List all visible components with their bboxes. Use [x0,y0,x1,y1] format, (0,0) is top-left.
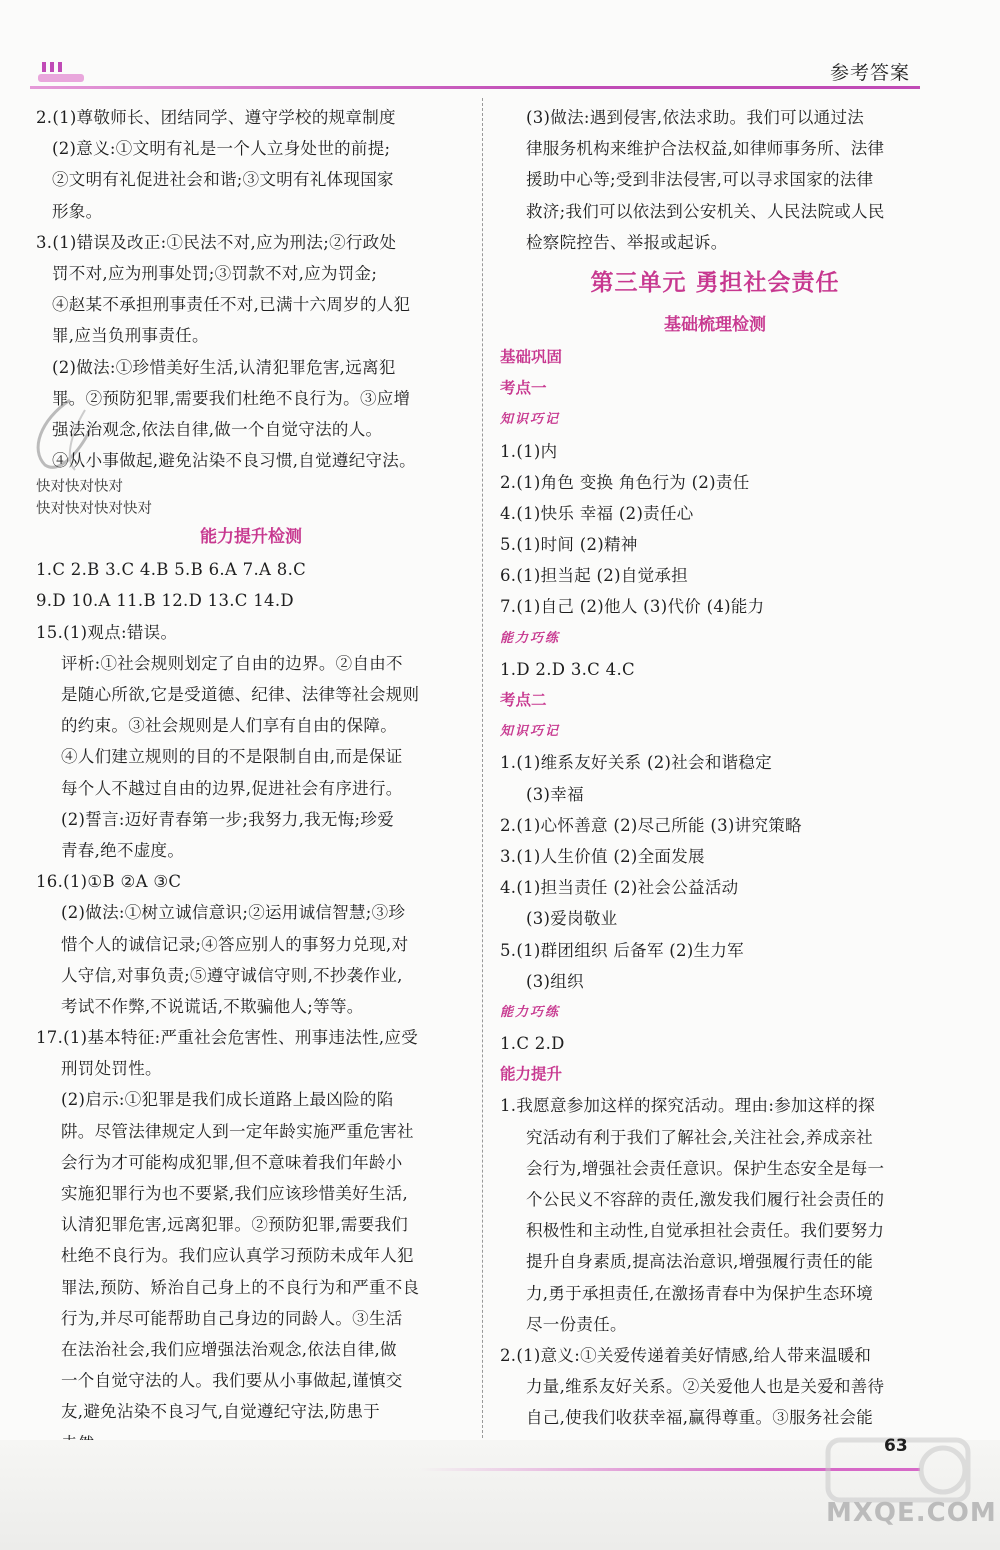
text-line: 强法治观念,依法自律,做一个自觉守法的人。 [52,419,383,439]
text-line: 罪,应当负刑事责任。 [52,326,209,346]
text-line: 能力巧练 [500,630,561,646]
text-line: (3)组织 [526,971,584,991]
text-line: (2)做法:①珍惜美好生活,认清犯罪危害,远离犯 [52,357,396,377]
text-line: ④人们建立规则的目的不是限制自由,而是保证 [61,747,403,767]
text-line: ②文明有礼促进社会和谐;③文明有礼体现国家 [52,170,394,190]
header-logo-icon [38,58,84,84]
text-line: 会行为,增强社会责任意识。保护生态安全是每一 [526,1158,885,1178]
text-line: 3.(1)人生价值 (2)全面发展 [500,846,705,866]
text-line: 4.(1)快乐 幸福 (2)责任心 [500,503,694,523]
text-line: 能力提升 [500,1065,563,1084]
text-line: 力,勇于承担责任,在激扬青春中为保护生态环境 [526,1283,874,1303]
text-line: 快对快对快对快对 [36,501,152,518]
text-line: 行为,并尽可能帮助自己身边的同龄人。③生活 [61,1308,403,1328]
text-line: 考点二 [500,691,547,709]
right-column [500,102,930,1434]
text-line: 的约束。③社会规则是人们享有自由的保障。 [61,716,397,736]
text-line: 阱。尽管法律规定人到一定年龄实施严重危害社 [61,1121,414,1141]
text-line: (3)幸福 [526,784,584,804]
left-answers-part-2 [36,554,466,1458]
section-title-ability: 能力提升检测 [200,527,302,548]
text-line: 友,避免沾染不良习气,自觉遵纪守法,防患于 [61,1402,381,1422]
right-answers-part-1 [500,102,930,258]
text-line: 15.(1)观点:错误。 [36,622,178,642]
text-line: 律服务机构来维护合法权益,如律师事务所、法律 [526,139,885,159]
text-line: 一个自觉守法的人。我们要从小事做起,谨慎交 [61,1371,403,1391]
text-line: (2)意义:①文明有礼是一个人立身处世的前提; [52,139,391,159]
text-line: 知识巧记 [500,724,561,740]
text-line: 能力巧练 [500,1004,561,1020]
text-line: 考试不作弊,不说谎话,不欺骗他人;等等。 [61,996,364,1016]
text-line: ④从小事做起,避免沾染不良习惯,自觉遵纪守法。 [52,451,416,471]
header-rule [30,86,920,89]
unit-title: 第三单元 勇担社会责任 [590,269,840,296]
text-line: 1.C 2.D [500,1034,565,1054]
text-line: 青春,绝不虚度。 [61,840,185,860]
text-line: 惜个人的诚信记录;④答应别人的事努力兑现,对 [61,934,409,954]
text-line: 快对快对快对 [36,479,123,496]
text-line: 认清犯罪危害,远离犯罪。②预防犯罪,需要我们 [61,1215,409,1235]
text-line: 自己,使我们收获幸福,赢得尊重。③服务社会能 [526,1408,874,1428]
page-header-title: 参考答案 [830,62,911,84]
text-line: 16.(1)①B ②A ③C [36,872,182,892]
text-line: 7.(1)自己 (2)他人 (3)代价 (4)能力 [500,597,765,617]
text-line: 2.(1)尊敬师长、团结同学、遵守学校的规章制度 [36,108,396,127]
text-line: (3)爱岗敬业 [526,909,618,929]
text-line: 2.(1)心怀善意 (2)尽己所能 (3)讲究策略 [500,815,802,835]
text-line: 刑罚处罚性。 [61,1059,162,1079]
text-line: 5.(1)时间 (2)精神 [500,535,638,555]
text-line: 3.(1)错误及改正:①民法不对,应为刑法;②行政处 [36,232,397,252]
text-line: ④赵某不承担刑事责任不对,已满十六周岁的人犯 [52,295,411,315]
text-line: 检察院控告、举报或起诉。 [526,232,728,252]
text-line: 17.(1)基本特征:严重社会危害性、刑事违法性,应受 [36,1028,419,1048]
text-line: (2)誓言:迈好青春第一步;我努力,我无悔;珍爱 [61,809,394,829]
text-line: 6.(1)担当起 (2)自觉承担 [500,566,689,586]
text-line: 评析:①社会规则划定了自由的边界。②自由不 [61,653,403,673]
text-line: 积极性和主动性,自觉承担社会责任。我们要努力 [526,1221,885,1241]
text-line: 个公民义不容辞的责任,激发我们履行社会责任的 [526,1190,885,1209]
text-line: 每个人不越过自由的边界,促进社会有序进行。 [61,778,403,798]
text-line: 1.(1)内 [500,441,558,461]
text-line: 9.D 10.A 11.B 12.D 13.C 14.D [36,591,294,611]
text-line: 形象。 [52,201,103,221]
text-line: (2)启示:①犯罪是我们成长道路上最凶险的陷 [61,1090,394,1110]
text-line: 究活动有利于我们了解社会,关注社会,养成亲社 [526,1127,874,1147]
section-title-basics: 基础梳理检测 [664,314,766,335]
text-line: 尽一份责任。 [526,1314,627,1334]
text-line: 援助中心等;受到非法侵害,可以寻求国家的法律 [526,170,874,190]
text-line: 罚不对,应为刑事处罚;③罚款不对,应为罚金; [52,263,378,283]
text-line: 基础巩固 [500,347,563,366]
text-line: 是随心所欲,它是受道德、纪律、法律等社会规则 [61,685,420,704]
text-line: 罪。②预防犯罪,需要我们杜绝不良行为。③应增 [52,388,411,408]
text-line: 罪法,预防、矫治自己身上的不良行为和严重不良 [61,1277,420,1297]
text-line: 在法治社会,我们应增强法治观念,依法自律,做 [61,1339,397,1359]
text-line: 2.(1)角色 变换 角色行为 (2)责任 [500,472,750,492]
text-line: 1.我愿意参加这样的探究活动。理由:参加这样的探 [500,1096,876,1116]
text-line: 4.(1)担当责任 (2)社会公益活动 [500,878,739,898]
column-divider [482,98,483,1438]
text-line: 1.D 2.D 3.C 4.C [500,659,635,679]
text-line: 力量,维系友好关系。②关爱他人也是关爱和善待 [526,1377,885,1397]
watermark-text: MXQE.COM [826,1498,997,1528]
text-line: 救济;我们可以依法到公安机关、人民法院或人民 [526,201,885,221]
text-line: 会行为才可能构成犯罪,但不意味着我们年龄小 [61,1152,403,1172]
text-line: (3)做法:遇到侵害,依法求助。我们可以通过法 [526,108,865,127]
text-line: (2)做法:①树立诚信意识;②运用诚信智慧;③珍 [61,903,406,923]
text-line: 考点一 [500,379,547,398]
page-number: 63 [884,1436,908,1456]
left-answers-part-1 [36,102,466,520]
text-line: 5.(1)群团组织 后备军 (2)生力军 [500,940,744,960]
text-line: 实施犯罪行为也不要紧,我们应该珍惜美好生活, [61,1184,409,1203]
left-column [36,102,466,1459]
text-line: 提升自身素质,提高法治意识,增强履行责任的能 [526,1252,874,1272]
text-line: 1.(1)维系友好关系 (2)社会和谐稳定 [500,753,773,773]
text-line: 人守信,对事负责;⑤遵守诚信守则,不抄袭作业, [61,965,403,985]
text-line: 2.(1)意义:①关爱传递着美好情感,给人带来温暖和 [500,1345,872,1365]
right-answers-part-2 [500,342,930,1434]
text-line: 杜绝不良行为。我们应认真学习预防未成年人犯 [61,1246,414,1266]
text-line: 1.C 2.B 3.C 4.B 5.B 6.A 7.A 8.C [36,560,307,580]
text-line: 知识巧记 [500,412,561,428]
